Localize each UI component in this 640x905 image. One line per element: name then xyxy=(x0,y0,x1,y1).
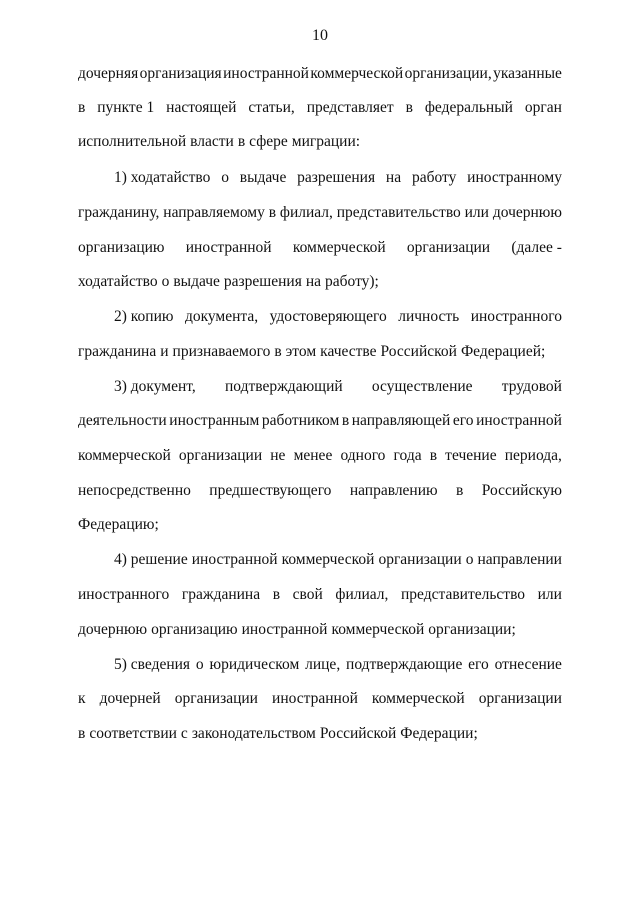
text-line xyxy=(78,411,562,431)
word: в xyxy=(268,204,277,221)
word: представительство xyxy=(401,586,526,603)
word: организации, xyxy=(404,65,492,82)
text-line xyxy=(114,307,562,327)
word: орган xyxy=(524,99,562,116)
word: 1) ходатайство xyxy=(114,169,211,186)
word: Федерацию; xyxy=(78,516,159,533)
word: указанные xyxy=(493,65,562,82)
word: в xyxy=(274,343,282,360)
word: организации xyxy=(178,447,263,464)
word: непосредственно xyxy=(78,482,191,499)
word: осуществление xyxy=(371,378,473,395)
word: в xyxy=(272,586,281,603)
text-line xyxy=(78,272,562,292)
word: разрешения xyxy=(297,169,376,186)
word: Российской xyxy=(380,343,457,360)
word: этом xyxy=(285,343,317,360)
word: разрешения xyxy=(223,273,302,290)
word: в xyxy=(429,447,438,464)
word: трудовой xyxy=(501,378,562,395)
word: иностранной xyxy=(191,551,278,568)
word: 4) решение xyxy=(114,551,188,568)
word: филиал, xyxy=(335,586,389,603)
word: иностранной xyxy=(223,65,309,82)
word: на xyxy=(385,169,402,186)
word: дочерней xyxy=(99,690,161,707)
word: выдаче xyxy=(173,273,220,290)
word: коммерческой xyxy=(281,551,375,568)
word: представляет xyxy=(306,99,394,116)
word: удостоверяющего xyxy=(269,308,387,325)
word: 2) копию xyxy=(114,308,174,325)
word: Федерации; xyxy=(400,725,478,742)
word: или xyxy=(464,204,489,221)
word: коммерческой xyxy=(78,447,171,464)
word: направлению xyxy=(349,482,438,499)
word: организацию xyxy=(151,621,238,638)
word: свой xyxy=(292,586,323,603)
word: менее xyxy=(293,447,333,464)
word: соответствии xyxy=(89,725,177,742)
word: дочернюю xyxy=(492,204,562,221)
word: с xyxy=(180,725,188,742)
word: власти xyxy=(190,133,234,150)
text-line xyxy=(114,655,562,675)
text-line xyxy=(78,515,562,535)
word: гражданину, xyxy=(78,204,160,221)
word: в xyxy=(456,482,464,499)
word: коммерческой xyxy=(371,690,465,707)
word: и xyxy=(160,343,169,360)
word: организации xyxy=(378,551,462,568)
text-line xyxy=(78,203,562,223)
text-line xyxy=(78,585,562,605)
word: в xyxy=(341,412,350,429)
text-line xyxy=(78,98,562,118)
word: 5) сведения xyxy=(114,656,191,673)
page-number: 10 xyxy=(312,27,328,44)
word: личность xyxy=(398,308,460,325)
word: в xyxy=(237,133,246,150)
word: отнесение xyxy=(494,656,562,673)
text-line xyxy=(114,377,562,397)
word: иностранной xyxy=(476,412,562,429)
word: организации xyxy=(478,690,562,707)
word: о xyxy=(195,656,204,673)
word: статьи, xyxy=(248,99,295,116)
word: признаваемого xyxy=(172,343,271,360)
word: о xyxy=(161,273,170,290)
word: исполнительной xyxy=(78,133,187,150)
text-line xyxy=(78,238,562,258)
word: его xyxy=(452,412,474,429)
word: коммерческой xyxy=(292,239,386,256)
text-line xyxy=(78,689,562,709)
word: ходатайство xyxy=(78,273,158,290)
word: выдаче xyxy=(239,169,287,186)
word: направляющей xyxy=(351,412,451,429)
word: одного xyxy=(340,447,386,464)
text-line xyxy=(78,620,562,640)
word: юридическом xyxy=(209,656,300,673)
word: деятельности xyxy=(78,412,167,429)
word: не xyxy=(270,447,286,464)
word: организации; xyxy=(428,621,516,638)
word: о xyxy=(465,551,474,568)
word: в xyxy=(78,725,86,742)
word: работником xyxy=(261,412,340,429)
word: о xyxy=(221,169,229,186)
word: (далее - xyxy=(511,239,562,256)
word: на xyxy=(305,273,322,290)
word: организацию xyxy=(78,239,165,256)
word: иностранного xyxy=(470,308,562,325)
word: федеральный xyxy=(424,99,513,116)
word: организация xyxy=(139,65,222,82)
text-line xyxy=(78,64,562,84)
text-line xyxy=(78,132,562,152)
word: 3) документ, xyxy=(114,378,196,395)
text-line xyxy=(78,481,562,501)
word: его xyxy=(468,656,489,673)
word: Российскую xyxy=(481,482,562,499)
word: миграции: xyxy=(291,133,361,150)
word: иностранного xyxy=(78,586,170,603)
word: Российской xyxy=(319,725,397,742)
text-line xyxy=(78,446,562,466)
word: документа, xyxy=(184,308,259,325)
word: коммерческой xyxy=(310,65,404,82)
word: или xyxy=(537,586,562,603)
word: направлении xyxy=(477,551,562,568)
word: коммерческой xyxy=(331,621,425,638)
word: гражданина xyxy=(181,586,261,603)
word: течение xyxy=(445,447,497,464)
word: года xyxy=(393,447,422,464)
word: иностранной xyxy=(185,239,272,256)
word: работу xyxy=(411,169,457,186)
word: работу); xyxy=(325,273,379,290)
text-line xyxy=(114,168,562,188)
word: иностранной xyxy=(241,621,328,638)
word: периода, xyxy=(504,447,562,464)
word: к xyxy=(78,690,86,707)
word: подтверждающие xyxy=(346,656,463,673)
word: предшествующего xyxy=(209,482,332,499)
word: законодательством xyxy=(191,725,316,742)
word: иностранным xyxy=(169,412,260,429)
word: гражданина xyxy=(78,343,157,360)
word: настоящей xyxy=(166,99,237,116)
text-line xyxy=(114,550,562,570)
word: филиал, xyxy=(279,204,333,221)
word: Федерацией; xyxy=(460,343,546,360)
text-line xyxy=(78,342,562,362)
word: в xyxy=(78,99,86,116)
word: организации xyxy=(406,239,491,256)
word: сфере xyxy=(249,133,288,150)
word: организации xyxy=(174,690,258,707)
word: подтверждающий xyxy=(224,378,343,395)
word: в xyxy=(405,99,413,116)
word: представительство xyxy=(336,204,461,221)
word: иностранному xyxy=(467,169,562,186)
word: иностранной xyxy=(272,690,358,707)
word: лице, xyxy=(305,656,341,673)
word: качестве xyxy=(320,343,377,360)
word: дочернюю xyxy=(78,621,148,638)
word: пункте 1 xyxy=(97,99,155,116)
word: направляемому xyxy=(163,204,265,221)
word: дочерняя xyxy=(78,65,139,82)
text-line xyxy=(78,724,562,744)
